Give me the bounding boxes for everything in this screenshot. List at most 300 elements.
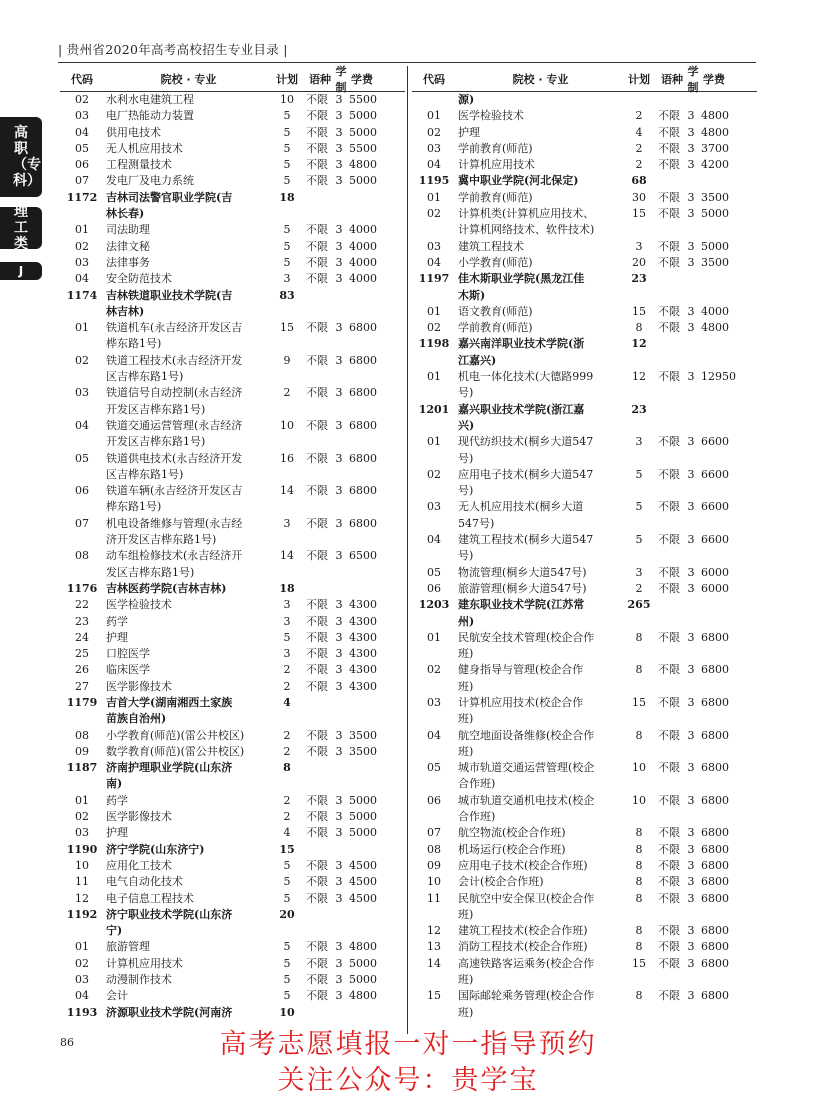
cell-years: 3 bbox=[335, 614, 343, 628]
cell-lang bbox=[303, 304, 331, 320]
cell-code: 1190 bbox=[66, 842, 98, 856]
cell-lang bbox=[303, 842, 331, 858]
table-row bbox=[60, 728, 405, 744]
cell-plan: 5 bbox=[635, 500, 643, 514]
table-row bbox=[412, 239, 757, 255]
cell-years: 3 bbox=[335, 891, 343, 905]
cell-fee bbox=[699, 776, 751, 792]
cell-plan: 10 bbox=[632, 793, 646, 807]
cell-name: 物流管理(桐乡大道547号) bbox=[458, 565, 587, 579]
cell-years bbox=[331, 402, 347, 418]
cell-name: 班) bbox=[458, 744, 474, 758]
cell-code: 06 bbox=[75, 484, 89, 498]
table-row bbox=[412, 630, 757, 646]
cell-fee bbox=[699, 353, 751, 369]
table-row bbox=[60, 222, 405, 238]
cell-code: 02 bbox=[75, 810, 89, 824]
cell-code bbox=[60, 467, 104, 483]
cell-lang: 不限 bbox=[658, 109, 680, 123]
table-row bbox=[412, 646, 757, 662]
cell-code: 13 bbox=[427, 940, 441, 954]
cell-years bbox=[331, 434, 347, 450]
cell-fee: 6800 bbox=[701, 663, 729, 677]
cell-name: 佳木斯职业学院(黑龙江佳 bbox=[458, 272, 585, 286]
cell-fee: 6000 bbox=[701, 581, 729, 595]
table-row bbox=[412, 1005, 757, 1021]
cell-fee bbox=[347, 190, 399, 206]
cell-lang bbox=[303, 336, 331, 352]
table-row bbox=[412, 825, 757, 841]
cell-lang: 不限 bbox=[306, 93, 328, 106]
side-tab-category bbox=[0, 204, 42, 252]
cell-fee: 5000 bbox=[349, 956, 377, 970]
cell-years bbox=[331, 565, 347, 581]
cell-years: 3 bbox=[335, 858, 343, 872]
cell-years bbox=[331, 760, 347, 776]
cell-lang bbox=[655, 597, 683, 613]
cell-lang: 不限 bbox=[306, 484, 328, 498]
table-row bbox=[412, 842, 757, 858]
cell-code: 01 bbox=[427, 370, 441, 384]
cell-fee bbox=[699, 597, 751, 613]
cell-years: 3 bbox=[335, 598, 343, 612]
cell-code: 01 bbox=[427, 630, 441, 644]
table-header-left bbox=[60, 67, 405, 92]
cell-name: 机电设备维修与管理(永吉经 bbox=[106, 516, 243, 530]
cell-lang: 不限 bbox=[306, 647, 328, 661]
cell-name: 547号) bbox=[458, 516, 495, 530]
cell-name: 机电一体化技术(大德路999 bbox=[458, 370, 594, 384]
cell-years: 3 bbox=[335, 875, 343, 889]
table-row bbox=[60, 157, 405, 173]
cell-plan: 2 bbox=[283, 793, 291, 807]
table-row bbox=[412, 988, 757, 1004]
cell-lang: 不限 bbox=[306, 353, 328, 367]
school-row bbox=[412, 92, 757, 108]
cell-lang bbox=[655, 402, 683, 418]
cell-years: 3 bbox=[335, 93, 343, 106]
page-number: 86 bbox=[60, 1036, 74, 1049]
cell-fee bbox=[699, 418, 751, 434]
cell-plan: 5 bbox=[283, 956, 291, 970]
cell-name: 医学影像技术 bbox=[106, 679, 172, 693]
cell-fee: 5000 bbox=[349, 125, 377, 139]
cell-years: 3 bbox=[687, 924, 695, 938]
table-row bbox=[412, 499, 757, 515]
cell-years bbox=[683, 809, 699, 825]
cell-name: 消防工程技术(校企合作班) bbox=[458, 940, 588, 954]
cell-code: 1172 bbox=[66, 190, 98, 204]
cell-fee: 4000 bbox=[349, 239, 377, 253]
cell-fee: 6800 bbox=[701, 858, 729, 872]
cell-name: 济源职业技术学院(河南济 bbox=[106, 1005, 233, 1019]
cell-fee: 5000 bbox=[349, 973, 377, 987]
cell-lang: 不限 bbox=[306, 989, 328, 1003]
cell-name: 开发区吉桦东路1号) bbox=[106, 435, 206, 449]
cell-years: 3 bbox=[335, 418, 343, 432]
cell-fee: 4500 bbox=[349, 858, 377, 872]
table-row bbox=[412, 760, 757, 776]
table-row bbox=[412, 369, 757, 385]
cell-plan: 15 bbox=[280, 321, 294, 335]
table-row bbox=[60, 939, 405, 955]
cell-years: 3 bbox=[687, 565, 695, 579]
cell-fee: 6800 bbox=[701, 826, 729, 840]
cell-name: 数学教育(师范)(雷公井校区) bbox=[106, 744, 245, 758]
cell-fee: 4000 bbox=[349, 223, 377, 237]
cell-name: 班) bbox=[458, 907, 474, 921]
cell-lang bbox=[303, 581, 331, 597]
cell-fee bbox=[699, 548, 751, 564]
cell-name: 语文教育(师范) bbox=[458, 304, 533, 318]
table-row bbox=[60, 744, 405, 760]
cell-years: 3 bbox=[335, 272, 343, 286]
cell-fee bbox=[347, 499, 399, 515]
cell-years: 3 bbox=[335, 728, 343, 742]
cell-lang: 不限 bbox=[306, 386, 328, 400]
cell-plan bbox=[623, 679, 655, 695]
header-bar-right: | bbox=[283, 42, 288, 57]
cell-lang: 不限 bbox=[658, 239, 680, 253]
cell-plan: 4 bbox=[283, 695, 291, 709]
cell-plan: 2 bbox=[283, 386, 291, 400]
cell-lang: 不限 bbox=[306, 891, 328, 905]
table-row bbox=[60, 793, 405, 809]
header-plan: 计划 bbox=[276, 73, 298, 86]
cell-fee: 4800 bbox=[349, 989, 377, 1003]
cell-lang: 不限 bbox=[658, 924, 680, 938]
cell-plan bbox=[623, 418, 655, 434]
cell-lang bbox=[303, 206, 331, 222]
cell-name: 药学 bbox=[106, 793, 128, 807]
table-row bbox=[412, 858, 757, 874]
table-row bbox=[60, 418, 405, 434]
header-years: 学制 bbox=[687, 65, 699, 94]
cell-lang bbox=[655, 483, 683, 499]
cell-plan bbox=[623, 646, 655, 662]
cell-lang: 不限 bbox=[658, 663, 680, 677]
cell-lang: 不限 bbox=[658, 435, 680, 449]
cell-lang: 不限 bbox=[306, 272, 328, 286]
cell-plan: 5 bbox=[283, 989, 291, 1003]
cell-fee: 3500 bbox=[349, 744, 377, 758]
cell-fee: 4500 bbox=[349, 875, 377, 889]
cell-lang bbox=[303, 369, 331, 385]
table-row bbox=[412, 923, 757, 939]
cell-plan bbox=[271, 565, 303, 581]
cell-plan: 68 bbox=[631, 174, 647, 188]
cell-years: 3 bbox=[687, 581, 695, 595]
cell-plan: 23 bbox=[631, 402, 647, 416]
cell-lang: 不限 bbox=[306, 630, 328, 644]
cell-code: 07 bbox=[75, 516, 89, 530]
cell-years: 3 bbox=[687, 370, 695, 384]
cell-plan bbox=[623, 451, 655, 467]
cell-years bbox=[683, 288, 699, 304]
cell-lang: 不限 bbox=[306, 549, 328, 563]
cell-name: 宁) bbox=[106, 924, 123, 938]
table-row bbox=[412, 711, 757, 727]
cell-years: 3 bbox=[335, 158, 343, 172]
table-row bbox=[412, 939, 757, 955]
cell-name: 机场运行(校企合作班) bbox=[458, 842, 566, 856]
cell-lang: 不限 bbox=[306, 223, 328, 237]
cell-code: 1179 bbox=[66, 695, 98, 709]
cell-lang: 不限 bbox=[306, 663, 328, 677]
school-row bbox=[412, 288, 757, 304]
watermark-line1: 高考志愿填报一对一指导预约 bbox=[219, 1029, 597, 1060]
cell-fee: 4800 bbox=[701, 125, 729, 139]
cell-name: 桦东路1号) bbox=[106, 337, 162, 351]
cell-plan: 5 bbox=[283, 255, 291, 269]
cell-name: 计算机类(计算机应用技术、 bbox=[458, 207, 595, 221]
cell-code: 02 bbox=[75, 93, 89, 106]
cell-plan: 15 bbox=[279, 842, 295, 856]
table-row bbox=[412, 565, 757, 581]
table-row bbox=[60, 173, 405, 189]
cell-name: 冀中职业学院(河北保定) bbox=[458, 174, 579, 188]
cell-lang: 不限 bbox=[306, 826, 328, 840]
cell-years: 3 bbox=[687, 695, 695, 709]
cell-code bbox=[412, 451, 456, 467]
cell-code: 04 bbox=[427, 255, 441, 269]
cell-fee: 4300 bbox=[349, 663, 377, 677]
cell-lang: 不限 bbox=[658, 141, 680, 155]
cell-name: 号) bbox=[458, 484, 474, 498]
cell-plan bbox=[623, 288, 655, 304]
cell-plan: 8 bbox=[635, 940, 643, 954]
cell-name: 医学检验技术 bbox=[458, 109, 524, 123]
cell-code bbox=[60, 304, 104, 320]
cell-fee: 6800 bbox=[701, 630, 729, 644]
cell-code bbox=[412, 92, 456, 108]
cell-lang: 不限 bbox=[306, 940, 328, 954]
cell-plan bbox=[623, 776, 655, 792]
cell-code bbox=[412, 1005, 456, 1021]
cell-fee: 3500 bbox=[701, 190, 729, 204]
cell-code: 04 bbox=[75, 418, 89, 432]
cell-plan: 2 bbox=[283, 810, 291, 824]
cell-plan: 10 bbox=[279, 1005, 295, 1019]
table-row bbox=[412, 434, 757, 450]
table-row bbox=[60, 809, 405, 825]
cell-code: 02 bbox=[427, 125, 441, 139]
cell-lang bbox=[303, 288, 331, 304]
cell-name: 旅游管理 bbox=[106, 940, 150, 954]
cell-years bbox=[683, 516, 699, 532]
table-row bbox=[60, 320, 405, 336]
cell-lang bbox=[655, 679, 683, 695]
cell-plan: 10 bbox=[632, 761, 646, 775]
cell-name: 电厂热能动力装置 bbox=[106, 109, 194, 123]
cell-years bbox=[331, 711, 347, 727]
cell-years bbox=[331, 336, 347, 352]
table-row bbox=[60, 141, 405, 157]
cell-name: 济宁职业技术学院(山东济 bbox=[106, 907, 233, 921]
cell-plan: 3 bbox=[283, 647, 291, 661]
cell-fee bbox=[699, 402, 751, 418]
cell-name: 应用电子技术(校企合作班) bbox=[458, 858, 588, 872]
table-row bbox=[60, 385, 405, 401]
cell-fee bbox=[699, 222, 751, 238]
cell-years bbox=[331, 467, 347, 483]
table-row bbox=[412, 956, 757, 972]
table-row bbox=[412, 385, 757, 401]
cell-years: 3 bbox=[335, 484, 343, 498]
cell-plan: 8 bbox=[635, 826, 643, 840]
cell-name: 合作班) bbox=[458, 777, 496, 791]
cell-plan: 15 bbox=[632, 304, 646, 318]
cell-name: 小学教育(师范)(雷公井校区) bbox=[106, 728, 245, 742]
cell-plan: 8 bbox=[635, 891, 643, 905]
cell-fee bbox=[347, 760, 399, 776]
cell-name: 开发区吉桦东路1号) bbox=[106, 402, 206, 416]
cell-name: 源) bbox=[458, 93, 475, 106]
table-row bbox=[60, 451, 405, 467]
cell-name: 林长春) bbox=[106, 207, 145, 221]
cell-years: 3 bbox=[335, 956, 343, 970]
cell-code: 04 bbox=[427, 533, 441, 547]
cell-fee: 6800 bbox=[349, 386, 377, 400]
cell-lang bbox=[655, 907, 683, 923]
cell-plan bbox=[271, 711, 303, 727]
table-row bbox=[60, 125, 405, 141]
cell-plan: 3 bbox=[283, 272, 291, 286]
cell-lang bbox=[303, 402, 331, 418]
cell-fee bbox=[347, 288, 399, 304]
cell-fee: 4000 bbox=[349, 255, 377, 269]
cell-plan: 12 bbox=[632, 370, 646, 384]
cell-name: 班) bbox=[458, 1005, 474, 1019]
cell-fee bbox=[347, 907, 399, 923]
table-row bbox=[412, 467, 757, 483]
cell-name: 电子信息工程技术 bbox=[106, 891, 194, 905]
cell-name: 药学 bbox=[106, 614, 128, 628]
cell-years bbox=[683, 271, 699, 287]
cell-code: 03 bbox=[75, 826, 89, 840]
cell-years bbox=[683, 646, 699, 662]
cell-name: 济宁学院(山东济宁) bbox=[106, 842, 205, 856]
table-row bbox=[412, 891, 757, 907]
cell-fee bbox=[699, 336, 751, 352]
cell-lang bbox=[303, 434, 331, 450]
cell-fee bbox=[347, 206, 399, 222]
cell-fee: 6800 bbox=[349, 321, 377, 335]
cell-name: 小学教育(师范) bbox=[458, 255, 533, 269]
school-row bbox=[412, 402, 757, 418]
school-row bbox=[60, 695, 405, 711]
cell-fee bbox=[347, 565, 399, 581]
cell-code: 01 bbox=[427, 304, 441, 318]
cell-name: 班) bbox=[458, 973, 474, 987]
cell-plan bbox=[623, 222, 655, 238]
table-row bbox=[412, 728, 757, 744]
cell-lang: 不限 bbox=[306, 239, 328, 253]
cell-lang bbox=[655, 548, 683, 564]
cell-years: 3 bbox=[687, 467, 695, 481]
cell-code bbox=[60, 206, 104, 222]
cell-years bbox=[683, 711, 699, 727]
cell-plan: 20 bbox=[279, 907, 295, 921]
cell-fee bbox=[699, 809, 751, 825]
cell-name: 计算机应用技术 bbox=[106, 956, 183, 970]
cell-lang: 不限 bbox=[658, 956, 680, 970]
cell-years bbox=[683, 173, 699, 189]
cell-fee bbox=[347, 695, 399, 711]
header-fee: 学费 bbox=[351, 73, 373, 86]
table-row bbox=[412, 255, 757, 271]
cell-plan: 3 bbox=[635, 435, 643, 449]
cell-years bbox=[683, 92, 699, 108]
cell-lang: 不限 bbox=[658, 565, 680, 579]
side-tab-level bbox=[0, 117, 42, 197]
table-row bbox=[412, 679, 757, 695]
cell-plan: 3 bbox=[635, 565, 643, 579]
table-row bbox=[60, 239, 405, 255]
cell-plan: 3 bbox=[283, 614, 291, 628]
cell-lang: 不限 bbox=[306, 321, 328, 335]
cell-fee: 4800 bbox=[701, 109, 729, 123]
cell-name: 城市轨道交通运营管理(校企 bbox=[458, 761, 595, 775]
cell-plan: 23 bbox=[631, 272, 647, 286]
cell-plan bbox=[271, 467, 303, 483]
cell-code: 1203 bbox=[418, 598, 450, 612]
cell-code: 08 bbox=[75, 728, 89, 742]
header-rule bbox=[58, 62, 756, 63]
cell-name: 南) bbox=[106, 777, 123, 791]
cell-fee: 3700 bbox=[701, 141, 729, 155]
cell-name: 法律文秘 bbox=[106, 239, 150, 253]
cell-name: 会计 bbox=[106, 989, 128, 1003]
cell-lang: 不限 bbox=[658, 875, 680, 889]
table-row bbox=[412, 662, 757, 678]
cell-years bbox=[683, 679, 699, 695]
table-row bbox=[60, 614, 405, 630]
table-header-right bbox=[412, 67, 757, 92]
cell-lang bbox=[655, 271, 683, 287]
cell-code: 01 bbox=[427, 435, 441, 449]
cell-name: 发电厂及电力系统 bbox=[106, 174, 194, 188]
cell-years bbox=[331, 369, 347, 385]
cell-fee: 6600 bbox=[701, 467, 729, 481]
page-header bbox=[58, 40, 288, 58]
cell-fee bbox=[347, 402, 399, 418]
cell-lang bbox=[303, 760, 331, 776]
cell-code: 1176 bbox=[66, 581, 98, 595]
cell-plan bbox=[623, 1005, 655, 1021]
cell-fee: 6800 bbox=[349, 418, 377, 432]
cell-name: 吉林司法警官职业学院(吉 bbox=[106, 190, 233, 204]
cell-name: 州) bbox=[458, 614, 475, 628]
cell-fee bbox=[347, 581, 399, 597]
table-row bbox=[412, 972, 757, 988]
cell-fee: 6800 bbox=[701, 695, 729, 709]
cell-code bbox=[412, 711, 456, 727]
cell-fee bbox=[699, 173, 751, 189]
cell-years: 3 bbox=[335, 973, 343, 987]
cell-plan bbox=[623, 972, 655, 988]
cell-plan: 5 bbox=[635, 533, 643, 547]
cell-fee bbox=[699, 451, 751, 467]
cell-plan: 2 bbox=[635, 141, 643, 155]
cell-fee: 5500 bbox=[349, 141, 377, 155]
cell-fee: 5000 bbox=[349, 810, 377, 824]
cell-plan bbox=[271, 434, 303, 450]
cell-name: 合作班) bbox=[458, 810, 496, 824]
cell-code: 04 bbox=[75, 272, 89, 286]
cell-plan bbox=[623, 614, 655, 630]
cell-lang bbox=[655, 418, 683, 434]
